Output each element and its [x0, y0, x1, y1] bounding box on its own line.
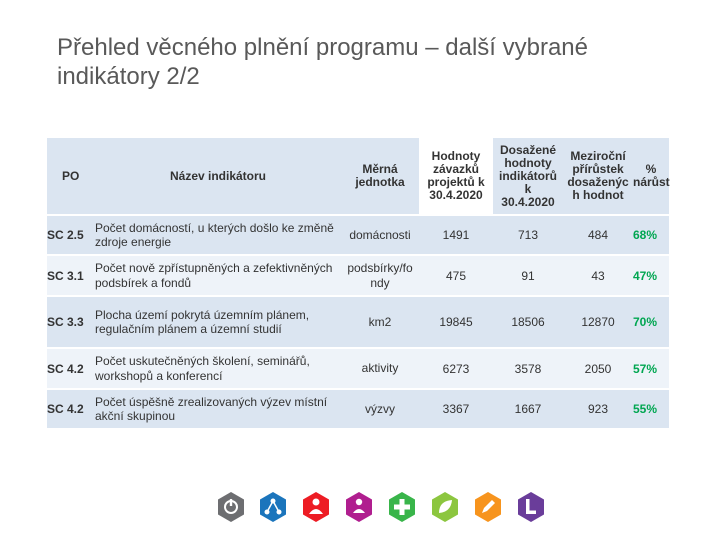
- header-achieved-line: hodnoty: [504, 155, 552, 170]
- table-header-row: [47, 138, 669, 215]
- person-icon: [301, 491, 331, 525]
- header-pct: [633, 138, 669, 215]
- row-unit: domácnosti: [341, 215, 419, 255]
- row-name: Počet nově zpřístupněných a zefektivněných podsbírek a fondů: [95, 255, 341, 296]
- row-target: 19845: [419, 296, 493, 348]
- row-pct: 47%: [633, 255, 669, 296]
- header-pct-line: nárůst: [633, 175, 670, 189]
- icon-badge: [518, 492, 544, 522]
- row-po: SC 3.1: [47, 255, 95, 296]
- row-pct: 57%: [633, 348, 669, 389]
- row-pct: 68%: [633, 215, 669, 255]
- row-target: 1491: [419, 215, 493, 255]
- header-target-line: závazků: [432, 162, 480, 176]
- network-icon: [258, 491, 288, 525]
- slide-title: Přehled věcného plnění programu – další vybrané indikátory 2/2: [57, 34, 588, 90]
- table-row: [47, 389, 669, 429]
- row-yoy: 12870: [563, 296, 633, 348]
- row-target: 6273: [419, 348, 493, 389]
- table-row: [47, 348, 669, 389]
- header-unit: [341, 138, 419, 215]
- icon-badge: [346, 492, 372, 522]
- header-achieved: [493, 138, 563, 215]
- header-name: Název indikátoru: [95, 138, 341, 215]
- plus-icon: [387, 491, 417, 525]
- row-yoy: 2050: [563, 348, 633, 389]
- row-achieved: 3578: [493, 348, 563, 389]
- row-po: SC 3.3: [47, 296, 95, 348]
- header-achieved-line: indikátorů: [498, 168, 557, 183]
- header-target: [419, 138, 493, 215]
- header-yoy-line: dosaženýc: [567, 175, 629, 189]
- header-target-line: projektů k: [427, 175, 485, 189]
- row-achieved: 91: [493, 255, 563, 296]
- row-target: 3367: [419, 389, 493, 429]
- header-achieved-line: Dosažené: [499, 142, 557, 157]
- icon-badge: [303, 492, 329, 522]
- header-target-line: 30.4.2020: [429, 188, 483, 202]
- header-yoy-line: h hodnot: [572, 188, 624, 202]
- row-yoy: 43: [563, 255, 633, 296]
- table-row: [47, 255, 669, 296]
- header-yoy-line: Meziroční: [570, 149, 626, 163]
- header-target-line: Hodnoty: [431, 149, 481, 163]
- power-icon: [216, 491, 246, 525]
- row-achieved: 1667: [493, 389, 563, 429]
- row-po: SC 2.5: [47, 215, 95, 255]
- header-po: PO: [47, 138, 95, 215]
- row-achieved: 18506: [493, 296, 563, 348]
- priority-icons-bar: [0, 491, 720, 527]
- row-name: Počet domácností, u kterých došlo ke změně zdroje energie: [95, 215, 341, 255]
- row-pct: 55%: [633, 389, 669, 429]
- header-yoy: [563, 138, 633, 215]
- table-row: [47, 215, 669, 255]
- row-po: SC 4.2: [47, 389, 95, 429]
- row-name: Plocha území pokrytá územním plánem, regulačním plánem a územní studií: [95, 296, 341, 348]
- header-unit-line: jednotka: [355, 175, 405, 189]
- header-unit-line: Měrná: [362, 162, 398, 176]
- row-pct: 70%: [633, 296, 669, 348]
- row-name: Počet uskutečněných školení, seminářů, workshopů a konferencí: [95, 348, 341, 389]
- row-yoy: 484: [563, 215, 633, 255]
- row-unit: podsbírky/fondy: [341, 255, 419, 296]
- row-unit: km2: [341, 296, 419, 348]
- icon-badge: [218, 492, 244, 522]
- person-shield-icon: [344, 491, 374, 525]
- pencil-icon: [473, 491, 503, 525]
- header-achieved-line: 30.4.2020: [501, 194, 555, 209]
- header-achieved-line: k: [524, 181, 532, 196]
- row-unit: aktivity: [341, 348, 419, 389]
- corner-icon: [516, 491, 546, 525]
- row-name: Počet úspěšně zrealizovaných výzev místní akční skupinou: [95, 389, 341, 429]
- row-achieved: 713: [493, 215, 563, 255]
- row-unit: výzvy: [341, 389, 419, 429]
- table-row: [47, 296, 669, 348]
- leaf-icon: [430, 491, 460, 525]
- header-yoy-line: přírůstek: [572, 162, 624, 176]
- row-po: SC 4.2: [47, 348, 95, 389]
- row-yoy: 923: [563, 389, 633, 429]
- row-target: 475: [419, 255, 493, 296]
- indicators-table: [47, 138, 669, 430]
- icon-badge: [260, 492, 286, 522]
- header-pct-line: %: [645, 162, 657, 176]
